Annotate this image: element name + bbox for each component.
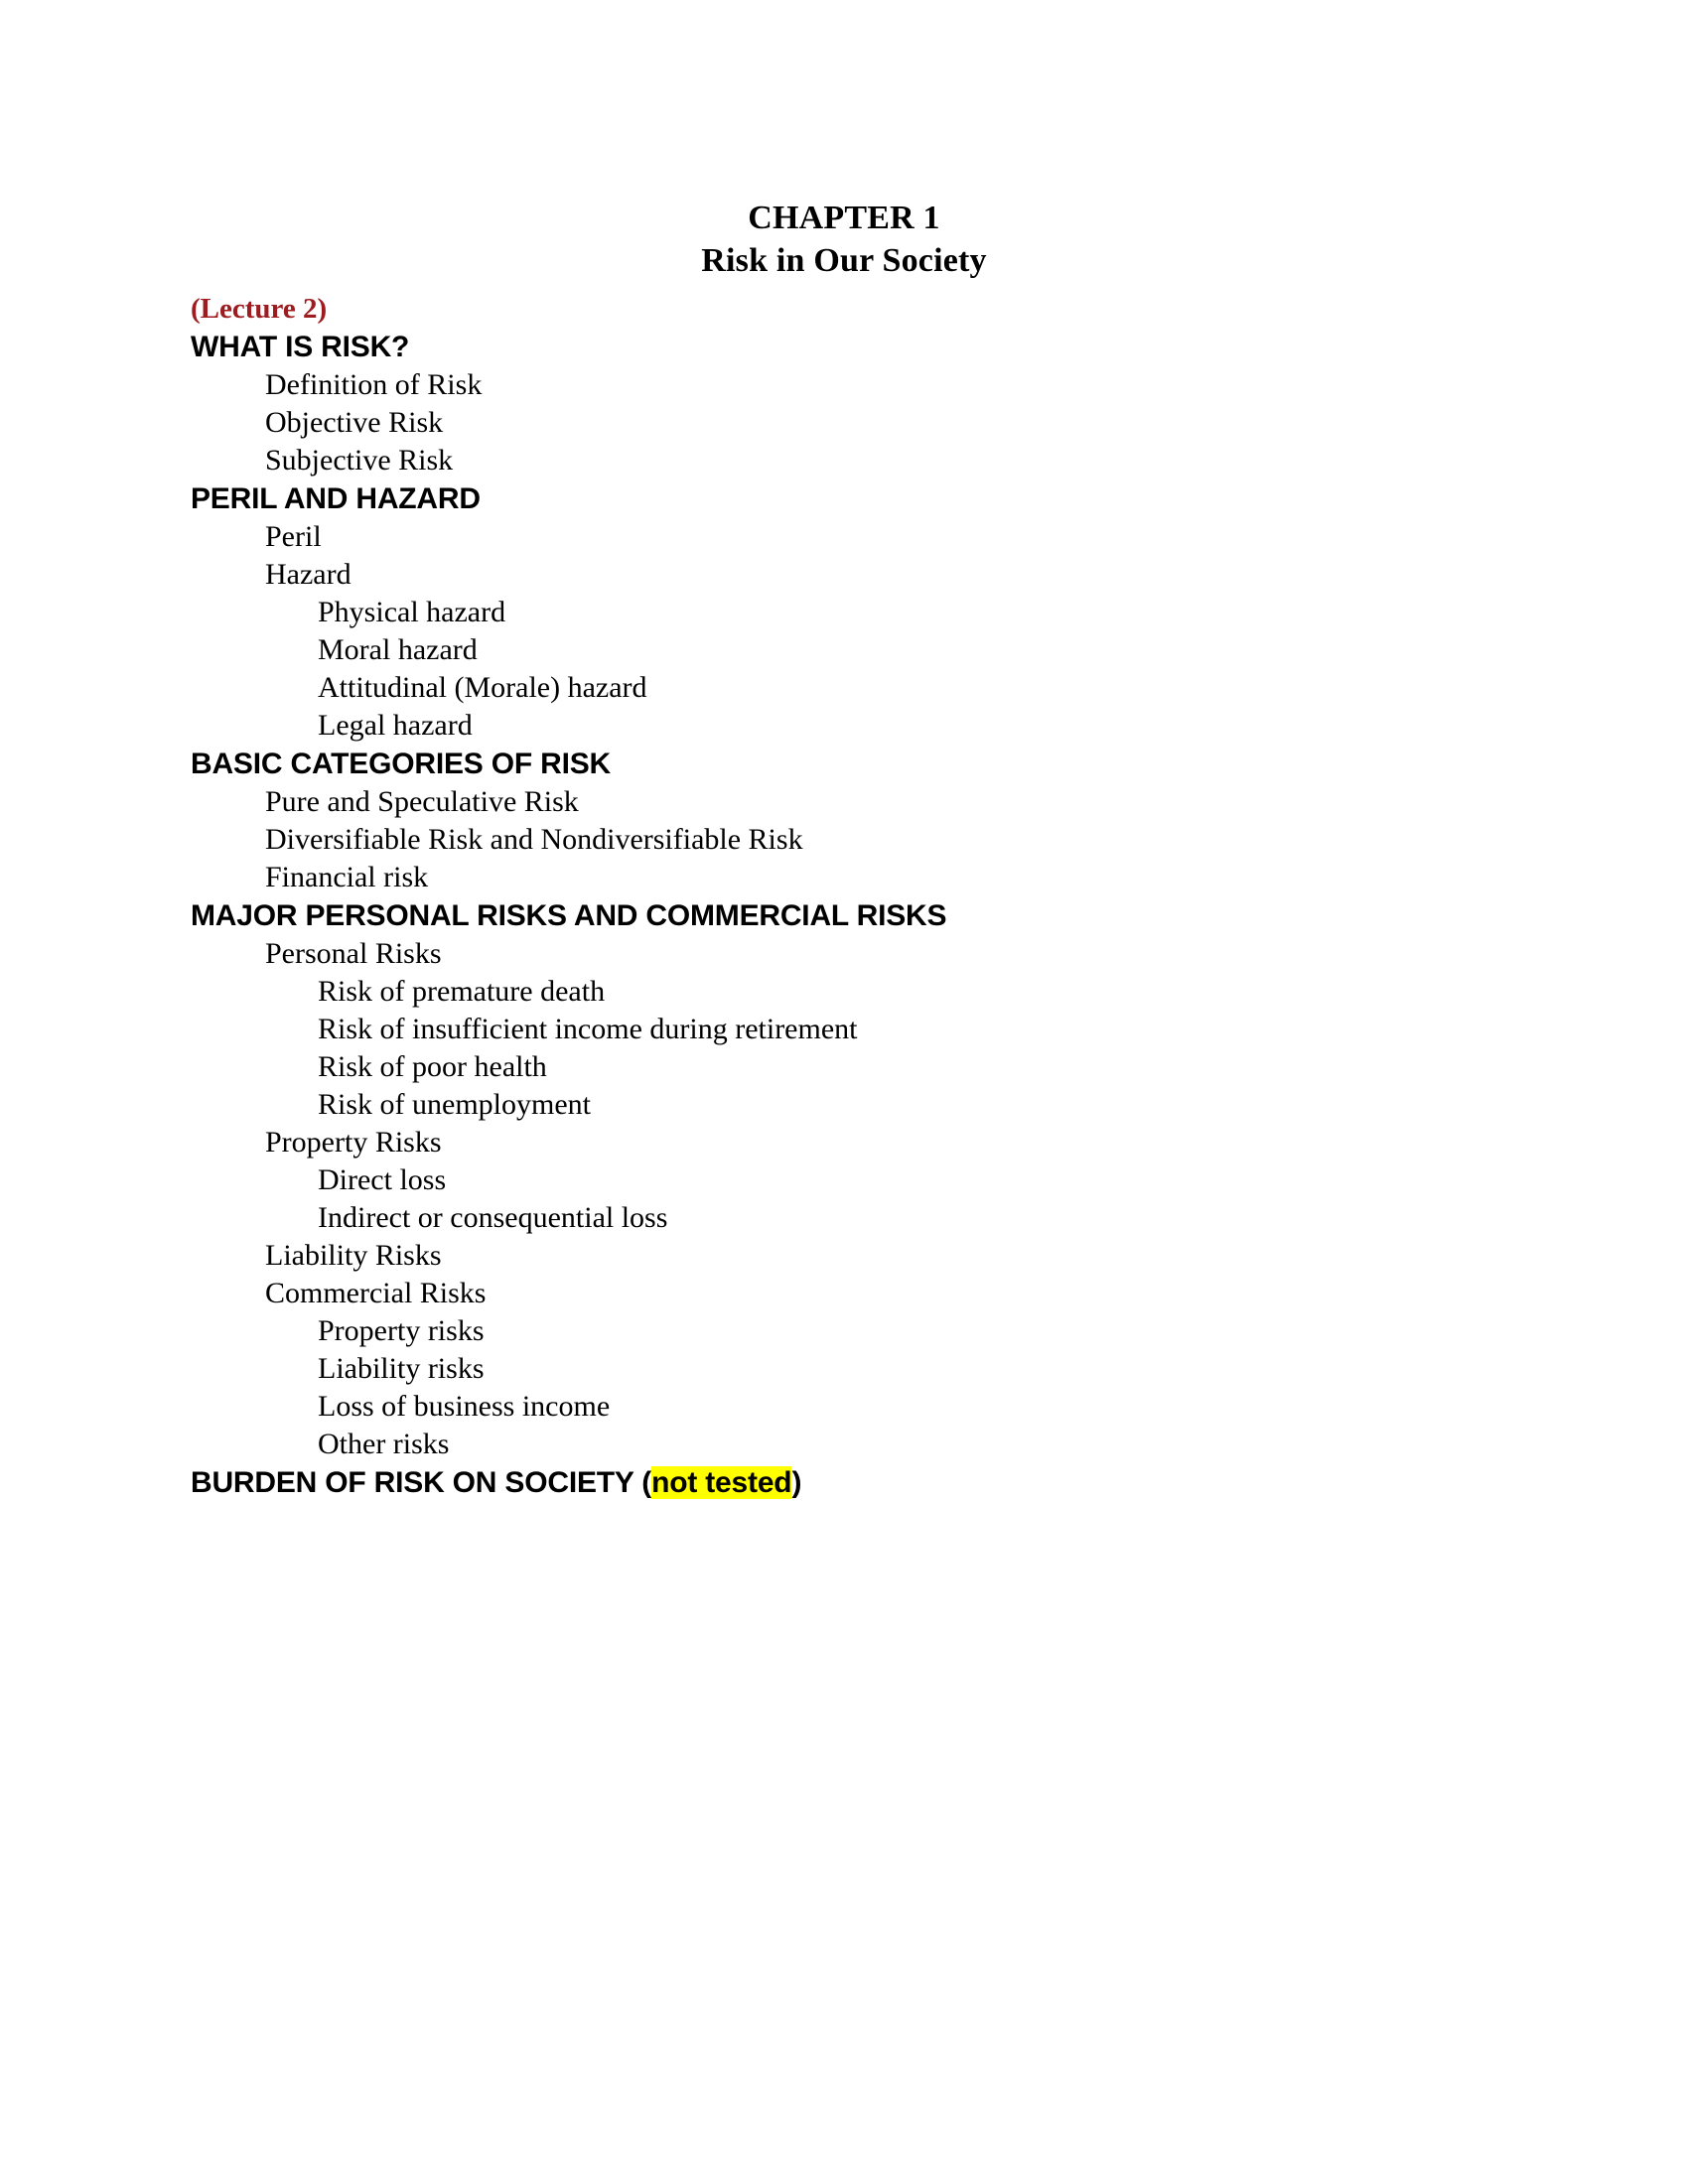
outline-item: Definition of Risk	[265, 368, 483, 401]
outline-item: Risk of insufficient income during retirement	[318, 1013, 858, 1045]
outline-item: Property Risks	[265, 1126, 442, 1159]
outline-item: Personal Risks	[265, 937, 442, 970]
outline-item: Pure and Speculative Risk	[265, 785, 579, 818]
outline-item: Indirect or consequential loss	[318, 1201, 668, 1234]
outline-item: Financial risk	[265, 861, 429, 893]
outline-item: Attitudinal (Morale) hazard	[318, 671, 647, 704]
outline-item: Liability Risks	[265, 1239, 442, 1272]
outline-item: Other risks	[318, 1428, 450, 1460]
chapter-name-title: Risk in Our Society	[701, 242, 987, 279]
outline-section-heading: BASIC CATEGORIES OF RISK	[191, 748, 612, 780]
outline-item-list	[191, 328, 1481, 1463]
outline-item: Risk of premature death	[318, 975, 606, 1008]
chapter-outline	[191, 290, 1481, 1502]
outline-section-heading: PERIL AND HAZARD	[191, 482, 481, 515]
lecture-tag: (Lecture 2)	[191, 293, 328, 325]
outline-item: Risk of unemployment	[318, 1088, 591, 1121]
chapter-number-title: CHAPTER 1	[748, 200, 940, 236]
outline-item: Hazard	[265, 558, 352, 591]
outline-item: Commercial Risks	[265, 1277, 487, 1309]
outline-item: Legal hazard	[318, 709, 473, 742]
outline-section-heading: WHAT IS RISK?	[191, 331, 410, 363]
outline-item: Direct loss	[318, 1163, 447, 1196]
outline-item: Liability risks	[318, 1352, 485, 1385]
burden-heading-suffix: )	[791, 1466, 802, 1499]
outline-item: Moral hazard	[318, 633, 478, 666]
outline-item: Subjective Risk	[265, 444, 454, 477]
outline-item: Objective Risk	[265, 406, 444, 439]
not-tested-highlight: not tested	[651, 1466, 792, 1499]
outline-section-heading: MAJOR PERSONAL RISKS AND COMMERCIAL RISKS	[191, 899, 947, 932]
document-title-block	[0, 197, 1688, 282]
burden-heading-prefix: BURDEN OF RISK ON SOCIETY (	[191, 1466, 652, 1499]
burden-of-risk-heading	[191, 1463, 1481, 1502]
outline-item: Diversifiable Risk and Nondiversifiable Risk	[265, 823, 803, 856]
outline-item: Loss of business income	[318, 1390, 611, 1423]
outline-item: Physical hazard	[318, 596, 506, 628]
outline-item: Property risks	[318, 1314, 485, 1347]
outline-item: Risk of poor health	[318, 1050, 547, 1083]
outline-item: Peril	[265, 520, 322, 553]
